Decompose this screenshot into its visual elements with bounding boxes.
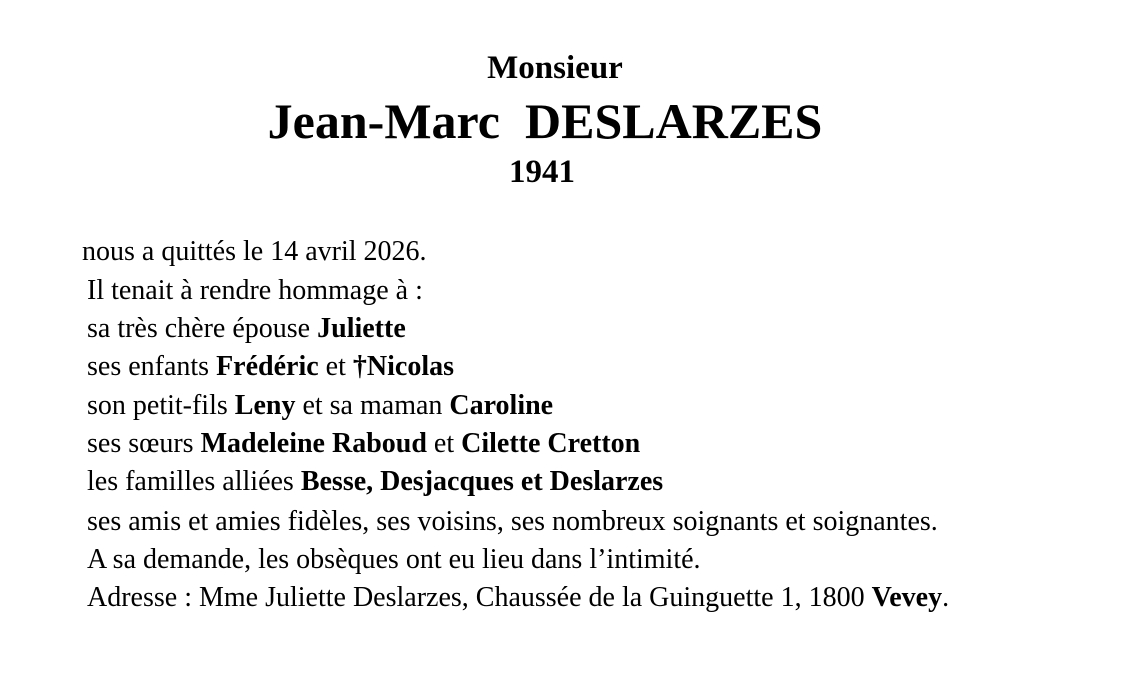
notice-line-sisters [87, 430, 640, 458]
notice-line-families [87, 468, 663, 496]
text-segment: et sa maman [295, 390, 450, 421]
text-segment: ses amis et amies fidèles, ses voisins, ses nombreux soignants et soignantes. [87, 506, 938, 537]
notice-line-children [87, 353, 454, 381]
text-segment: Il tenait à rendre hommage à : [87, 275, 423, 306]
text-segment: sa très chère épouse [87, 313, 318, 344]
honorific: Monsieur [487, 50, 623, 86]
text-segment: son petit-fils [87, 390, 235, 421]
child-name: Frédéric [216, 351, 319, 382]
family-names: Besse, Desjacques et Deslarzes [300, 466, 664, 497]
text-segment: et [318, 351, 353, 382]
sister-name: Cilette Cretton [461, 428, 641, 459]
mother-name: Caroline [449, 390, 554, 421]
deceased-name: Jean-Marc DESLARZES [267, 93, 823, 149]
birth-year: 1941 [509, 154, 575, 190]
notice-line-tribute-intro [87, 277, 423, 305]
notice-line-friends [87, 508, 938, 536]
spouse-name: Juliette [317, 313, 406, 344]
text-segment: ses enfants [87, 351, 217, 382]
notice-line-spouse [87, 315, 406, 343]
notice-line-address [87, 584, 949, 612]
text-segment: . [942, 582, 950, 613]
notice-line-funeral [87, 546, 701, 574]
text-segment: Adresse : Mme Juliette Deslarzes, Chaussée de la Guinguette 1, 1800 [87, 582, 872, 613]
text-segment: et [426, 428, 462, 459]
child-name: †Nicolas [352, 351, 454, 382]
notice-line-grandchild [87, 392, 553, 420]
text-segment: nous a quittés le 14 avril 2026. [82, 236, 427, 267]
text-segment: les familles alliées [87, 466, 301, 497]
city-name: Vevey [871, 582, 943, 613]
sister-name: Madeleine Raboud [200, 428, 427, 459]
text-segment: A sa demande, les obsèques ont eu lieu dans l’intimité. [87, 544, 701, 575]
text-segment: ses sœurs [87, 428, 201, 459]
notice-line-passing [82, 238, 427, 266]
grandchild-name: Leny [234, 390, 296, 421]
